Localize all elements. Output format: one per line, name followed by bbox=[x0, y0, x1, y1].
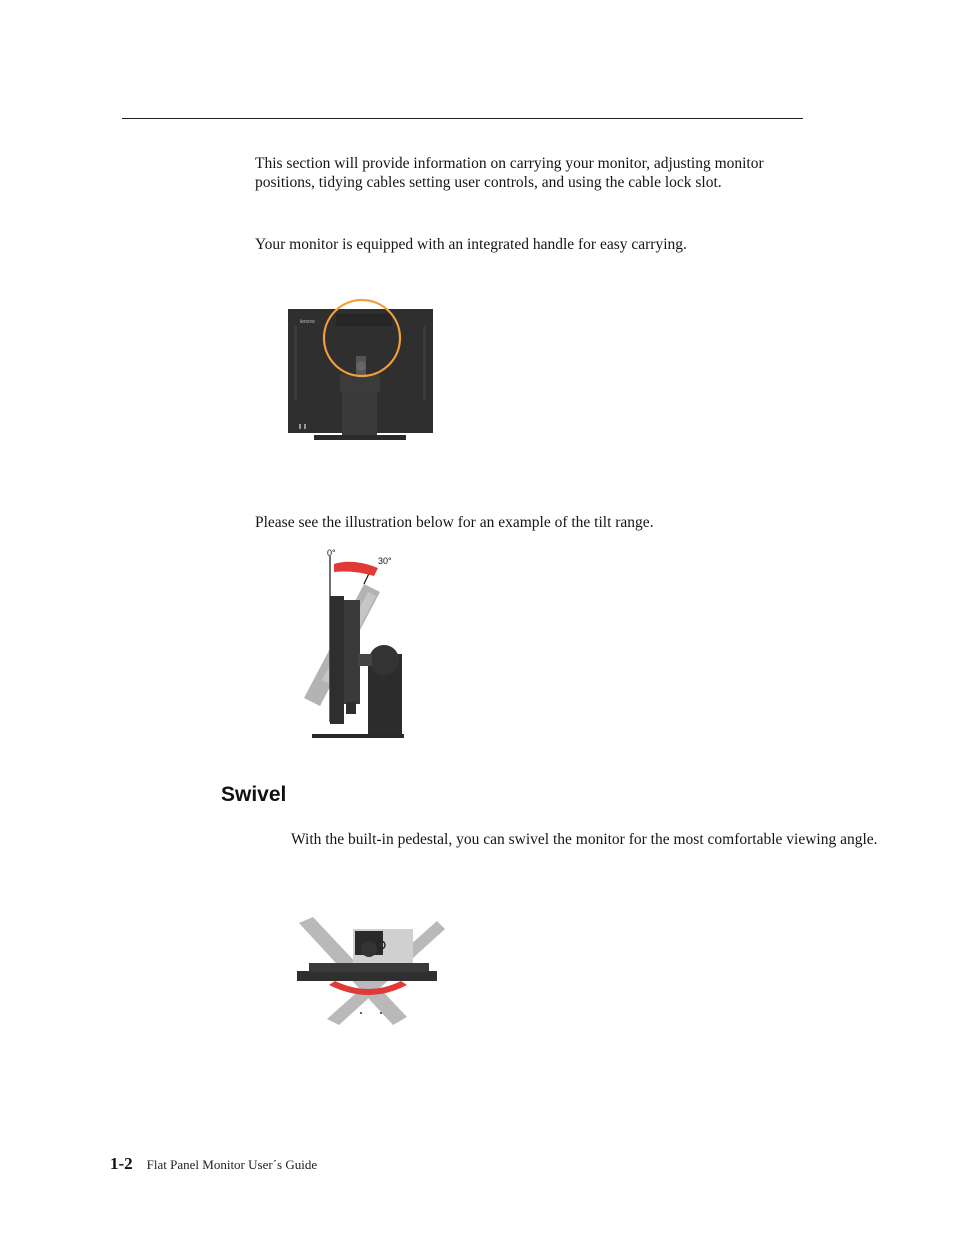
svg-text:lenovo: lenovo bbox=[300, 319, 315, 325]
swivel-paragraph: With the built-in pedestal, you can swivel the monitor for the most comfortable viewing angle. bbox=[291, 831, 878, 848]
tilt-thirty-label: 30° bbox=[378, 556, 392, 566]
page-footer bbox=[110, 1154, 317, 1174]
header-rule bbox=[122, 118, 803, 119]
section-heading-swivel: Swivel bbox=[221, 783, 287, 806]
guide-title: Flat Panel Monitor User´s Guide bbox=[146, 1157, 318, 1172]
handle-paragraph: Your monitor is equipped with an integrated handle for easy carrying. bbox=[255, 236, 687, 253]
intro-paragraph: This section will provide information on carrying your monitor, adjusting monitor positions, tidying cables setting user controls, and using the cable lock slot. bbox=[255, 155, 764, 191]
swivel-range-figure bbox=[289, 915, 449, 1027]
page-number: 1-2 bbox=[110, 1154, 133, 1173]
tilt-zero-label: 0° bbox=[327, 548, 336, 558]
monitor-handle-figure bbox=[284, 296, 436, 448]
tilt-paragraph: Please see the illustration below for an example of the tilt range. bbox=[255, 514, 654, 531]
tilt-range-figure bbox=[298, 544, 408, 742]
